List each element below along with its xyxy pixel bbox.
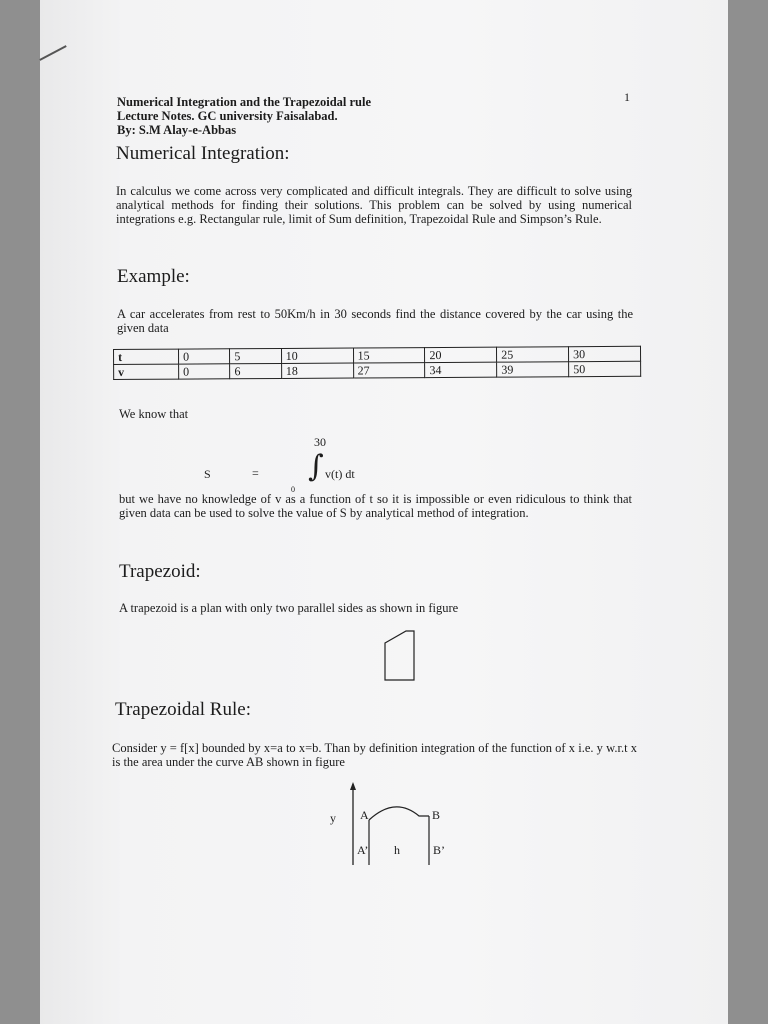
header-author: By: S.M Alay-e-Abbas xyxy=(117,123,237,137)
trapezoidal-rule-paragraph: Consider y = f[x] bounded by x=a to x=b. Than by definition integration of the function of x i.e. y w.r.t x is the area under the curve AB shown in figure xyxy=(112,741,637,769)
header-institution: Lecture Notes. GC university Faisalabad. xyxy=(117,109,338,123)
trapezoid-figure xyxy=(380,628,420,684)
table-cell: 6 xyxy=(230,363,281,378)
label-a: A xyxy=(360,808,369,822)
label-h: h xyxy=(394,843,400,857)
integral-lower-limit: 0 xyxy=(291,485,295,494)
analysis-paragraph: but we have no knowledge of v as a function of t so it is impossible or even ridiculous to think that given data can be used to solve the value of S by analytical method of integration. xyxy=(119,492,632,520)
example-paragraph: A car accelerates from rest to 50Km/h in 30 seconds find the distance covered by the car using the given data xyxy=(117,307,633,335)
table-cell: 10 xyxy=(281,348,353,363)
header-title: Numerical Integration and the Trapezoidal rule xyxy=(117,95,372,109)
heading-example: Example: xyxy=(117,266,190,287)
integral-sign: ∫ xyxy=(308,449,324,484)
label-y: y xyxy=(330,811,336,825)
table-cell: 0 xyxy=(179,349,230,364)
intro-paragraph: In calculus we come across very complicated and difficult integrals. They are difficult to solve using analytical methods for finding their solutions. This problem can be solved by using numerical integrations e.g. Rectangular rule, limit of Sum definition, Trapezoidal Rule and Simpson’s Rule. xyxy=(116,184,632,226)
label-b-prime: B’ xyxy=(433,843,445,857)
table-cell: 0 xyxy=(179,364,230,379)
integral-upper-limit: 30 xyxy=(314,435,326,449)
table-cell: 18 xyxy=(281,363,353,378)
table-cell: 50 xyxy=(569,361,641,376)
table-cell: v xyxy=(114,364,179,379)
label-a-prime: A’ xyxy=(357,843,369,857)
heading-numerical-integration: Numerical Integration: xyxy=(116,143,290,164)
formula-equals: = xyxy=(252,466,259,480)
table-cell: 27 xyxy=(353,363,425,378)
table-cell: 25 xyxy=(497,347,569,362)
table-cell: 20 xyxy=(425,347,497,362)
table-row xyxy=(114,361,641,379)
formula-lhs: S xyxy=(204,467,211,481)
data-table xyxy=(113,346,641,380)
trapezoid-paragraph: A trapezoid is a plan with only two parallel sides as shown in figure xyxy=(119,601,459,615)
table-cell: 5 xyxy=(230,348,281,363)
integrand: v(t) dt xyxy=(325,467,355,481)
table-cell: 15 xyxy=(353,348,425,363)
document-header xyxy=(117,95,371,137)
heading-trapezoidal-rule: Trapezoidal Rule: xyxy=(115,699,251,720)
table-cell: t xyxy=(114,349,179,364)
table-cell: 30 xyxy=(569,346,641,361)
page-number: 1 xyxy=(624,90,630,104)
heading-trapezoid: Trapezoid: xyxy=(119,561,201,582)
we-know-text: We know that xyxy=(119,407,189,421)
label-b: B xyxy=(432,808,441,822)
table-cell: 39 xyxy=(497,362,569,377)
table-cell: 34 xyxy=(425,362,497,377)
